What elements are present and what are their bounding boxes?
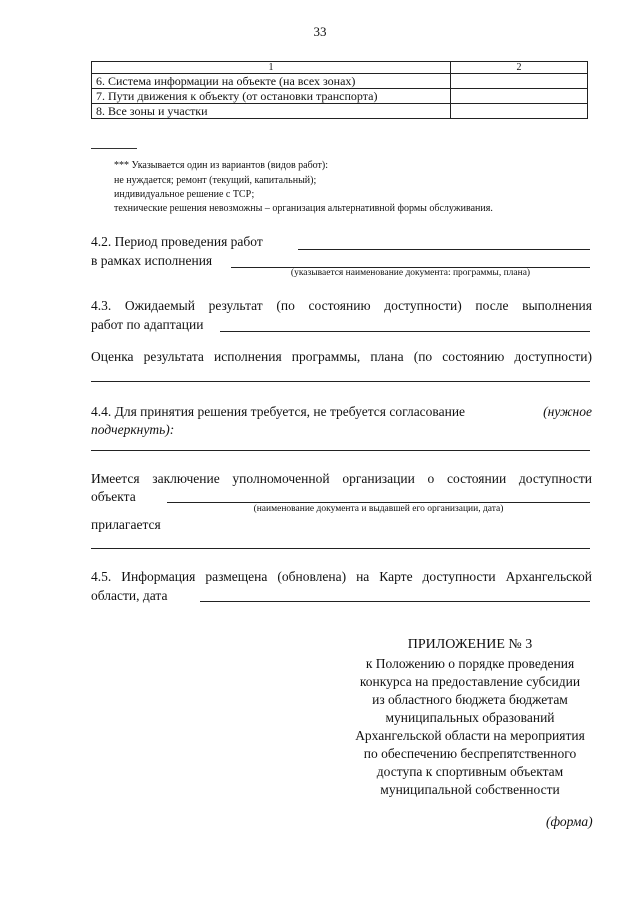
appendix-line: к Положению о порядке проведения [365, 656, 575, 671]
footnote-line: *** Указывается один из вариантов (видов работ): [114, 160, 329, 171]
approval-text: 4.4. Для принятия решения требуется, не требуется согласование [91, 404, 466, 419]
underline-note [91, 421, 174, 439]
table-cell-value [451, 104, 588, 119]
object-label: объекта [91, 489, 136, 504]
footnote-line: индивидуальное решение с ТСР; [114, 189, 255, 200]
appendix-line: муниципальных образований [385, 710, 555, 725]
page-number: 33 [313, 24, 327, 39]
attached-field[interactable] [91, 548, 590, 549]
map-date-label: области, дата [91, 588, 168, 603]
appendix-title: ПРИЛОЖЕНИЕ № 3 [407, 637, 533, 652]
attached-label: прилагается [91, 517, 161, 532]
appendix-line: по обеспечению беспрепятственного [363, 746, 577, 761]
conclusion-label: Имеется заключение уполномоченной организации о состоянии доступности [91, 471, 592, 486]
table-cell-name: 8. Все зоны и участки [92, 104, 451, 119]
evaluation-label: Оценка результата исполнения программы, плана (по состоянию доступности) [91, 349, 592, 364]
evaluation-field[interactable] [91, 381, 590, 382]
footnote-line: не нуждается; ремонт (текущий, капитальный); [114, 175, 317, 186]
adaptation-label: работ по адаптации [91, 317, 204, 332]
footnote-line: технические решения невозможны – организация альтернативной формы обслуживания. [114, 203, 493, 214]
table-cell-name: 6. Система информации на объекте (на всех зонах) [92, 74, 451, 89]
table-cell-value [451, 74, 588, 89]
period-field[interactable] [298, 249, 590, 250]
table-row [92, 74, 588, 89]
map-date-field[interactable] [200, 601, 590, 602]
table-header-col-2: 2 [451, 62, 588, 74]
appendix-line: конкурса на предоставление субсидии [359, 674, 581, 689]
appendix-line: из областного бюджета бюджетам [372, 692, 568, 707]
table-row [92, 89, 588, 104]
form-label [546, 813, 593, 831]
appendix-line: доступа к спортивным объектам [376, 764, 564, 779]
approval-note: (нужное [543, 404, 592, 419]
table-row [92, 104, 588, 119]
form-label-text: (форма) [546, 814, 593, 829]
period-label: 4.2. Период проведения работ [91, 234, 263, 249]
approval-label [91, 403, 592, 421]
accessibility-table [91, 61, 588, 119]
result-label: 4.3. Ожидаемый результат (по состоянию доступности) после выполнения [91, 298, 592, 313]
table-header-row [92, 62, 588, 74]
conclusion-hint: (наименование документа и выдавшей его организации, дата) [253, 504, 504, 514]
execution-hint: (указывается наименование документа: программы, плана) [290, 268, 531, 278]
approval-field[interactable] [91, 450, 590, 451]
appendix-line: муниципальной собственности [380, 782, 560, 797]
table-cell-value [451, 89, 588, 104]
footnote-separator [91, 148, 137, 149]
underline-note-text: подчеркнуть): [91, 422, 175, 437]
adaptation-field[interactable] [220, 331, 590, 332]
map-info-label: 4.5. Информация размещена (обновлена) на Карте доступности Архангельской [91, 569, 592, 584]
table-cell-name: 7. Пути движения к объекту (от остановки транспорта) [92, 89, 451, 104]
conclusion-field[interactable] [167, 502, 590, 503]
execution-label: в рамках исполнения [91, 253, 213, 268]
appendix-line: Архангельской области на мероприятия [355, 728, 585, 743]
table-header-col-1: 1 [92, 62, 451, 74]
